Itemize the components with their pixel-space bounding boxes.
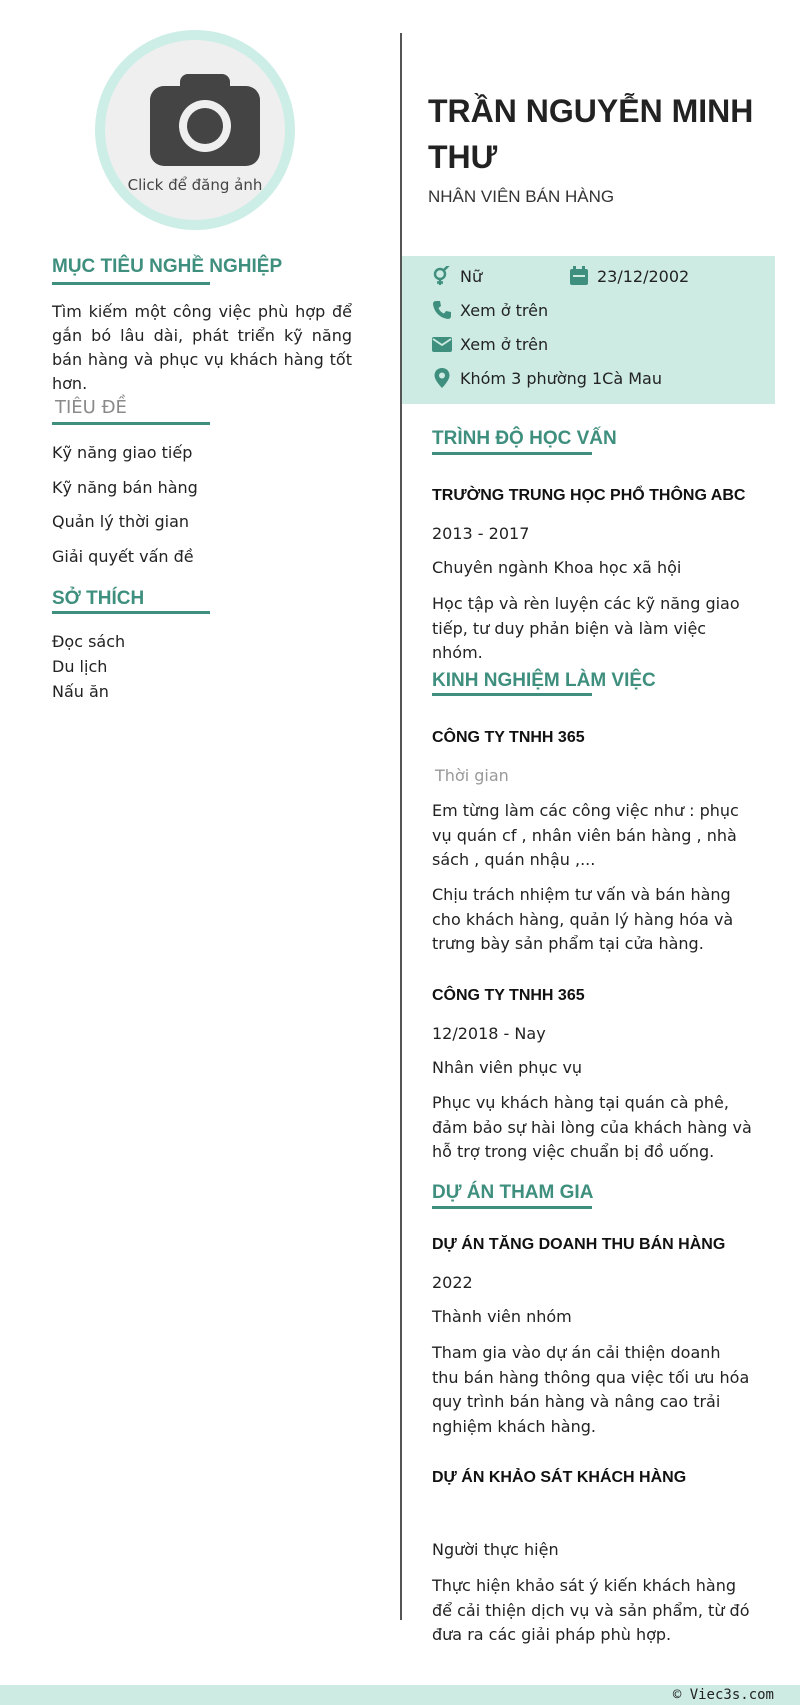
project-description: Tham gia vào dự án cải thiện doanh thu bán hàng thông qua việc tối ưu hóa quy trình bán hàng và nâng cao trải nghiệm khách hàng. [432, 1343, 750, 1436]
birthday-value: 23/12/2002 [597, 266, 690, 286]
project-role: Người thực hiện [432, 1540, 559, 1559]
projects-underline [432, 1206, 592, 1209]
hobby-item: Du lịch [52, 657, 108, 676]
phone-value: Xem ở trên [460, 300, 549, 320]
footer-copyright: © Viec3s.com [672, 1687, 774, 1703]
skill-item: Giải quyết vấn đề [52, 547, 194, 566]
hobbies-title: SỞ THÍCH [52, 588, 145, 609]
job-description: Chịu trách nhiệm tư vấn và bán hàng cho khách hàng, quản lý hàng hóa và trưng bày sản phẩm tại cửa hàng. [432, 885, 734, 953]
location-pin-icon [432, 368, 452, 388]
skill-item: Quản lý thời gian [52, 512, 190, 531]
project-name: DỰ ÁN TĂNG DOANH THU BÁN HÀNG [432, 1236, 726, 1253]
calendar-icon [569, 266, 589, 286]
avatar-upload-label: Click để đăng ảnh [127, 176, 263, 194]
job-period: 12/2018 - Nay [432, 1024, 546, 1043]
projects-title: DỰ ÁN THAM GIA [432, 1182, 594, 1203]
education-title: TRÌNH ĐỘ HỌC VẤN [432, 428, 617, 449]
camera-icon [150, 70, 260, 166]
project-name: DỰ ÁN KHẢO SÁT KHÁCH HÀNG [432, 1469, 687, 1486]
project-role: Thành viên nhóm [432, 1307, 572, 1326]
email-value: Xem ở trên [460, 334, 549, 354]
contact-email [432, 334, 548, 354]
hobby-item: Đọc sách [52, 632, 126, 651]
job-title: NHÂN VIÊN BÁN HÀNG [428, 187, 615, 206]
job-description: Em từng làm các công việc như : phục vụ quán cf , nhân viên bán hàng , nhà sách , quán nhậu ,... [432, 801, 739, 869]
job-description: Phục vụ khách hàng tại quán cà phê, đảm bảo sự hài lòng của khách hàng và hỗ trợ trong việc chuẩn bị đồ uống. [432, 1093, 752, 1161]
skill-item: Kỹ năng giao tiếp [52, 443, 193, 462]
project-year: 2022 [432, 1273, 473, 1292]
education-description: Học tập và rèn luyện các kỹ năng giao tiếp, tư duy phản biện và làm việc nhóm. [432, 594, 740, 662]
objective-underline [52, 282, 210, 285]
hobby-item: Nấu ăn [52, 682, 109, 701]
contact-gender [432, 266, 482, 286]
project-description: Thực hiện khảo sát ý kiến khách hàng để cải thiện dịch vụ và sản phẩm, từ đó đưa ra các giải pháp phù hợp. [432, 1576, 750, 1644]
contact-phone [432, 300, 548, 320]
gender-value: Nữ [460, 266, 483, 286]
skills-title[interactable]: TIÊU ĐỀ [55, 397, 127, 418]
job-company: CÔNG TY TNHH 365 [432, 987, 585, 1004]
education-major: Chuyên ngành Khoa học xã hội [432, 558, 682, 577]
full-name: TRẦN NGUYỄN MINH THƯ [428, 93, 754, 175]
job-company: CÔNG TY TNHH 365 [432, 729, 585, 746]
experience-title: KINH NGHIỆM LÀM VIỆC [432, 670, 656, 691]
avatar [95, 30, 295, 230]
objective-title: MỤC TIÊU NGHỀ NGHIỆP [52, 256, 283, 277]
skill-item: Kỹ năng bán hàng [52, 478, 198, 497]
job-role: Nhân viên phục vụ [432, 1058, 583, 1077]
objective-text: Tìm kiếm một công việc phù hợp để gắn bó lâu dài, phát triển kỹ năng bán hàng và phục vụ khách hàng tốt hơn. [52, 302, 352, 393]
hobbies-underline [52, 611, 210, 614]
education-school: TRƯỜNG TRUNG HỌC PHỔ THÔNG ABC [432, 487, 746, 504]
email-icon [432, 334, 452, 354]
avatar-upload[interactable] [105, 40, 285, 220]
gender-icon [432, 266, 452, 286]
education-period: 2013 - 2017 [432, 524, 530, 543]
contact-address [432, 368, 662, 388]
experience-underline [432, 693, 592, 696]
contact-birthday [569, 266, 689, 286]
phone-icon [432, 300, 452, 320]
education-underline [432, 452, 592, 455]
job-period[interactable]: Thời gian [435, 766, 509, 785]
skills-underline [52, 422, 210, 425]
address-value: Khóm 3 phường 1Cà Mau [460, 368, 662, 388]
contact-box [402, 256, 775, 404]
